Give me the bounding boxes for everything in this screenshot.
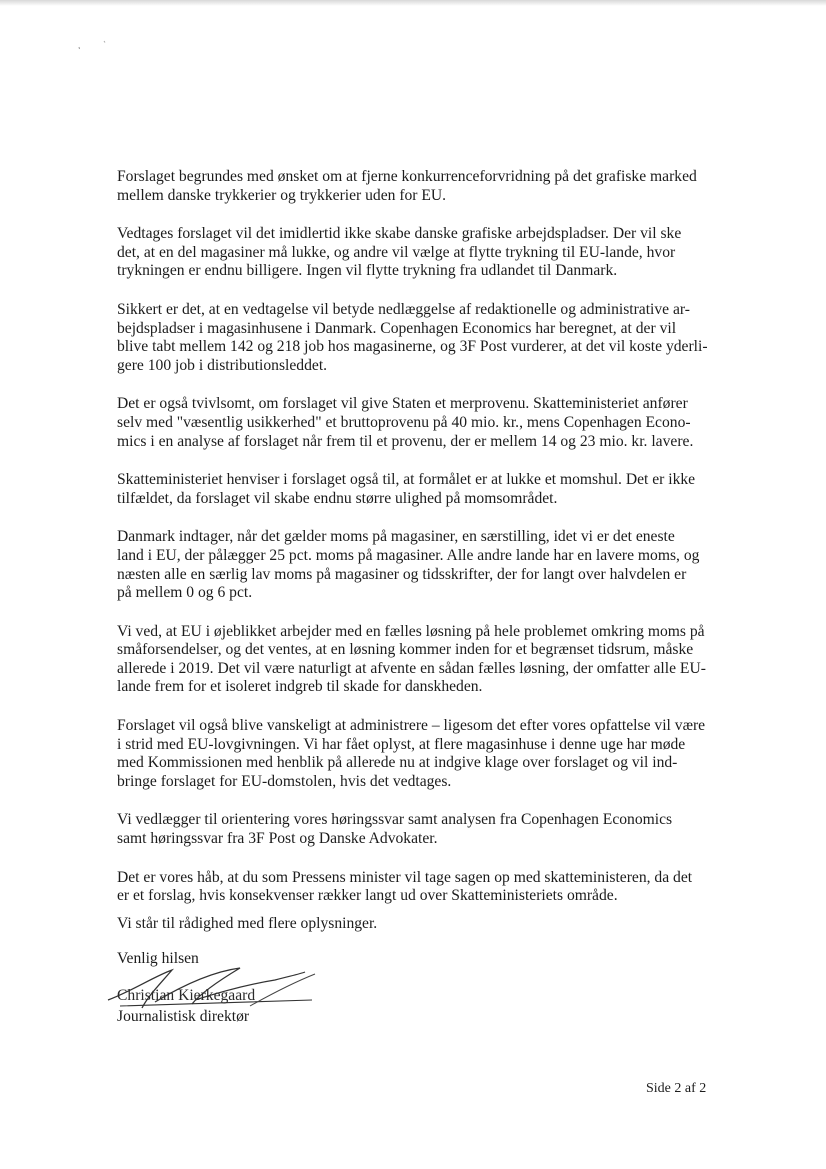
paragraph-line: Forslaget begrundes med ønsket om at fjerne konkurrenceforvridning på det grafiske marked [117,168,697,185]
paragraph-line: bejdspladser i magasinhusene i Danmark. Copenhagen Economics har beregnet, at der vil [117,319,677,337]
paragraph-line: på mellem 0 og 6 pct. [117,584,253,602]
paragraph-line: blive tabt mellem 142 og 218 job hos magasinerne, og 3F Post vurderer, at det vil koste yderli- [117,338,708,356]
paragraph-line: tilfældet, da forslaget vil skabe endnu større ulighed på momsområdet. [117,489,558,507]
paragraph [117,395,717,451]
paragraph-line: er et forslag, hvis konsekvenser rækker langt ud over Skatteministeriets område. [117,887,618,905]
closing-line-text: Vi står til rådighed med flere oplysninger. [117,915,378,932]
paragraph [117,717,717,791]
paragraph-line: Forslaget vil også blive vanskeligt at administrere – ligesom det efter vores opfattelse vil være [117,717,706,735]
paragraph [117,869,717,906]
paragraph-line: mics i en analyse af forslaget når frem til et provenu, der er mellem 14 og 23 mio. kr. lavere. [117,432,694,450]
paragraph [117,225,717,281]
closing-line [117,915,717,934]
paragraph-line: Det er også tvivlsomt, om forslaget vil give Staten et merprovenu. Skatteministeriet anfører [117,395,688,413]
paragraph-line: trykningen er endnu billigere. Ingen vil flytte trykning fra udlandet til Danmark. [117,262,618,280]
paragraph-line: Sikkert er det, at en vedtagelse vil betyde nedlæggelse af redaktionelle og administrative ar- [117,300,690,318]
paragraph-line: Danmark indtager, når det gælder moms på magasiner, en særstilling, idet vi er det eneste [117,528,675,546]
paragraph-line: Vedtages forslaget vil det imidlertid ikke skabe danske grafiske arbejdspladser. Der vil ske [117,225,682,243]
paragraph-line: selv med "væsentlig usikkerhed" et bruttoprovenu på 40 mio. kr., mens Copenhagen Econo- [117,413,691,431]
paragraph-line: mellem danske trykkerier og trykkerier uden for EU. [117,186,447,204]
paragraph-line: Det er vores håb, at du som Pressens minister vil tage sagen op med skatteministeren, da det [117,868,693,886]
letter-body [117,168,717,926]
paragraph-line: Skatteministeriet henviser i forslaget også til, at formålet er at lukke et momshul. Det er ikke [117,471,696,489]
scan-top-edge [0,0,826,6]
paragraph-line: med Kommissionen med henblik på allerede nu at indgive klage over forslaget og vil ind- [117,754,678,772]
paragraph [117,623,717,697]
paragraph-line: bringe forslaget for EU-domstolen, hvis det vedtages. [117,772,452,790]
paragraph-line: næsten alle en særlig lav moms på magasiner og tidsskrifter, der for langt over halvdelen er [117,565,687,583]
paragraph-line: samt høringssvar fra 3F Post og Danske Advokater. [117,830,438,848]
paragraph-line: Vi vedlægger til orientering vores høringssvar samt analysen fra Copenhagen Economics [117,811,673,829]
paragraph [117,811,717,848]
greeting: Venlig hilsen [117,950,199,967]
paragraph [117,528,717,602]
scan-speck-marks [76,36,116,56]
paragraph [117,471,717,508]
paragraph-line: småforsendelser, og det ventes, at en løsning kommer inden for et begrænset tidsrum, måske [117,641,694,659]
paragraph-line: lande frem for et isoleret indgreb til skade for danskheden. [117,678,483,696]
signer-name: Christian Kierkegaard [117,987,256,1004]
paragraph-line: det, at en del magasiner må lukke, og andre vil vælge at flytte trykning til EU-lande, hvor [117,243,676,261]
paragraph-line: i strid med EU-lovgivningen. Vi har fået oplyst, at flere magasinhuse i denne uge har møde [117,735,686,753]
paragraph [117,301,717,375]
paragraph [117,168,717,205]
paragraph-line: land i EU, der pålægger 25 pct. moms på magasiner. Alle andre lande har en lavere moms, og [117,546,700,564]
paragraph-line: Vi ved, at EU i øjeblikket arbejder med en fælles løsning på hele problemet omkring moms på [117,622,705,640]
page-number: Side 2 af 2 [646,1081,707,1096]
paragraph-line: allerede i 2019. Det vil være naturligt at afvente en sådan fælles løsning, der omfatter alle EU- [117,659,706,677]
paragraph-line: gere 100 job i distributionsleddet. [117,356,328,374]
signer-title: Journalistisk direktør [117,1008,250,1025]
